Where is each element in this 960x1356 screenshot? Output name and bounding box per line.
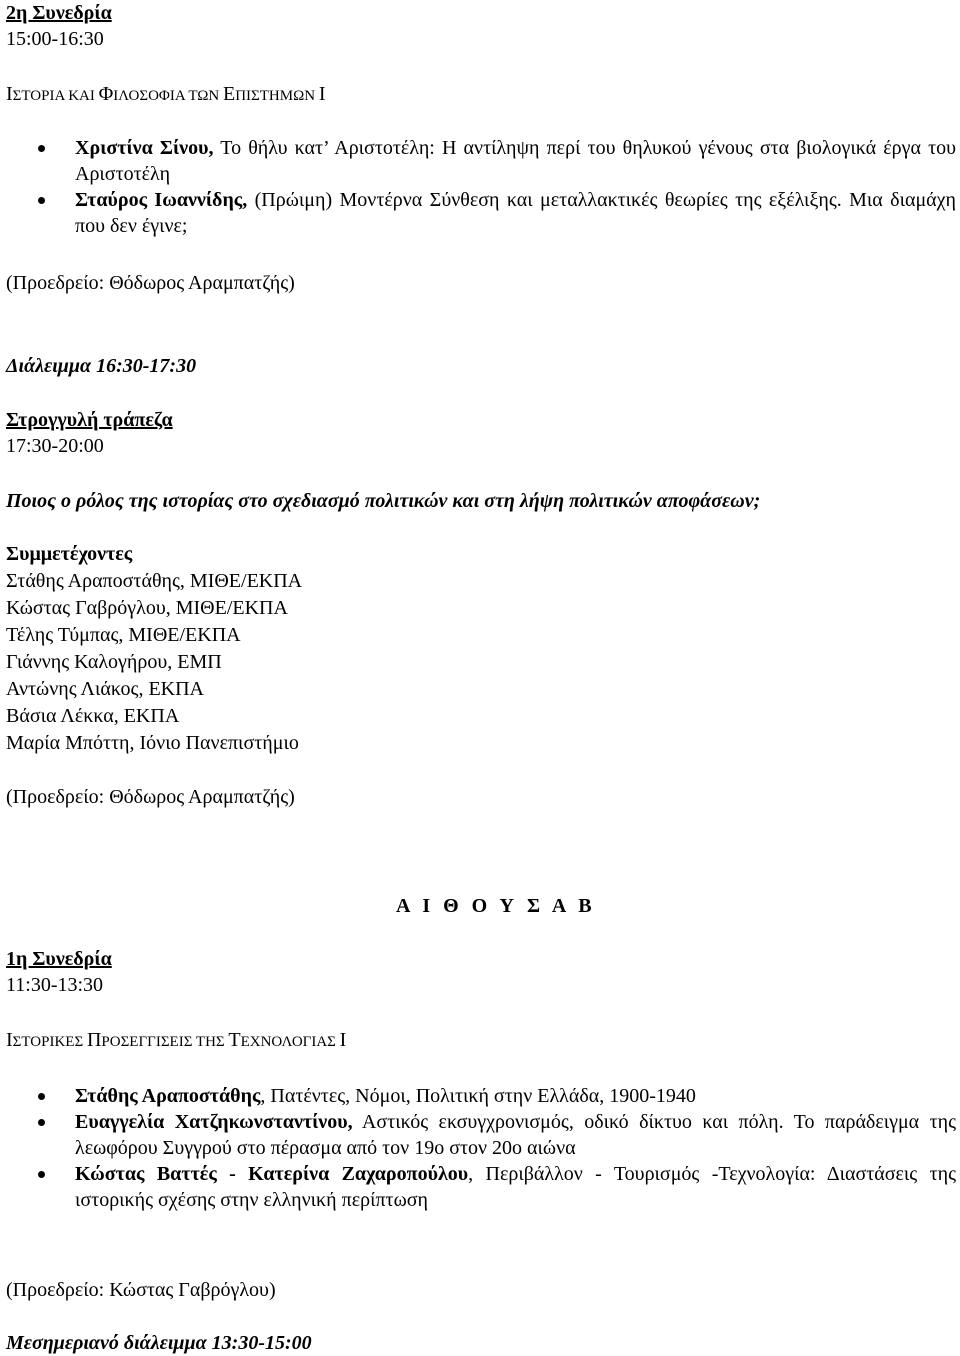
list-item [0,1161,960,1213]
session-2-heading [6,81,326,109]
heading-part: Ι [6,1029,13,1051]
round-table-title: Στρογγυλή τράπεζα [6,409,173,431]
participant: Στάθης Αραποστάθης, ΜΙΘΕ/ΕΚΠΑ [6,570,303,592]
heading-part: Π [86,1029,102,1051]
talk-title: , Περιβάλλον - Τουρισμός -Τεχνολογία: Διαστάσεις της ιστορικής σχέσης στην ελληνική περίπτωση [75,1163,957,1211]
talk-author: Ευαγγελία Χατζηκωνσταντίνου, [75,1111,353,1133]
session-1-heading [6,1027,346,1055]
round-table-question: Ποιος ο ρόλος της ιστορίας στο σχεδιασμό πολιτικών και στη λήψη πολιτικών αποφάσεων; [6,490,761,512]
session-1-time: 11:30-13:30 [6,974,104,996]
lunch-break-note: Μεσημεριανό διάλειμμα 13:30-15:00 [6,1332,312,1354]
heading-part: ΙΛΟΣΟΦΙΑ ΤΩΝ [113,88,223,104]
heading-part: ΠΙΣΤΗΜΩΝ [235,88,319,104]
talk-author: Στάθης Αραποστάθης [75,1085,261,1107]
heading-part: ΣΤΟΡΙΑ ΚΑΙ [12,88,99,104]
session-2-talk-list [0,135,960,239]
session-1-talk-list [0,1083,960,1213]
bullet-icon [38,145,45,152]
bullet-icon [38,1093,45,1100]
participant: Αντώνης Λιάκος, ΕΚΠΑ [6,678,204,700]
talk-author: Χριστίνα Σίνου, [75,137,214,159]
session-2-chair: (Προεδρείο: Θόδωρος Αραμπατζής) [6,272,295,294]
break-note: Διάλειμμα 16:30-17:30 [6,355,197,377]
talk-title: Αστικός εκσυγχρονισμός, οδικό δίκτυο και πόλη. Το παράδειγμα της λεωφόρου Συγγρού στο πέρασμα από τον 19ο στον 20ο αιώνα [75,1111,956,1159]
heading-part: ΕΧΝΟΛΟΓΙΑΣ [240,1034,340,1050]
list-item [0,135,960,187]
participant: Γιάννης Καλογήρου, ΕΜΠ [6,651,222,673]
participant: Μαρία Μπόττη, Ιόνιο Πανεπιστήμιο [6,732,299,754]
heading-part: ΡΟΣΕΓΓΙΣΕΙΣ ΤΗΣ [101,1034,229,1050]
participant: Τέλης Τύμπας, ΜΙΘΕ/ΕΚΠΑ [6,624,241,646]
heading-part: Ι [339,1029,347,1051]
bullet-icon [38,197,45,204]
participant: Βάσια Λέκκα, ΕΚΠΑ [6,705,180,727]
talk-author: Σταύρος Ιωαννίδης, [75,189,248,211]
talk-title: (Πρώιμη) Μοντέρνα Σύνθεση και μεταλλακτικές θεωρίες της εξέλιξης. Μια διαμάχη που δεν έγινε; [75,189,957,237]
session-1-title: 1η Συνεδρία [6,948,112,970]
bullet-icon [38,1171,45,1178]
bullet-icon [38,1119,45,1126]
heading-part: Ε [222,83,236,105]
participants-label: Συμμετέχοντες [6,543,133,565]
round-table-chair: (Προεδρείο: Θόδωρος Αραμπατζής) [6,786,295,808]
heading-part: Φ [98,83,114,105]
session-2-time: 15:00-16:30 [6,28,104,50]
talk-title: , Πατέντες, Νόμοι, Πολιτική στην Ελλάδα, 1900-1940 [260,1085,696,1107]
participant: Κώστας Γαβρόγλου, ΜΙΘΕ/ΕΚΠΑ [6,597,288,619]
list-item [0,1083,960,1109]
session-1-chair: (Προεδρείο: Κώστας Γαβρόγλου) [6,1279,276,1301]
heading-part: Ι [6,83,13,105]
heading-part: ΣΤΟΡΙΚΕΣ [12,1034,87,1050]
list-item [0,187,960,239]
room-heading: Α Ι Θ Ο Υ Σ Α Β [396,895,596,917]
talk-title: Το θήλυ κατ’ Αριστοτέλη: Η αντίληψη περί του θηλυκού γένους στα βιολογικά έργα του Αριστοτέλη [75,137,957,185]
heading-part: Ι [318,83,326,105]
list-item [0,1109,960,1161]
heading-part: Τ [228,1029,241,1051]
talk-author: Κώστας Βαττές - Κατερίνα Ζαχαροπούλου [75,1163,469,1185]
session-2-title: 2η Συνεδρία [6,2,112,24]
round-table-time: 17:30-20:00 [6,435,104,457]
